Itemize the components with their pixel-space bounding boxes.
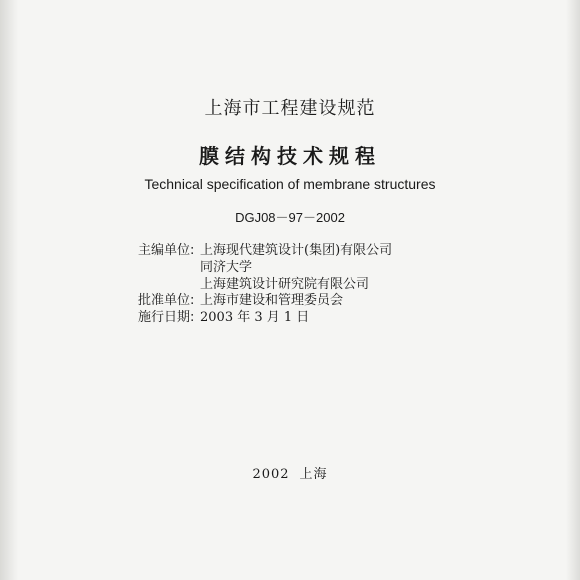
approval-unit: 上海市建设和管理委员会	[200, 293, 344, 308]
effective-date-row	[138, 309, 309, 326]
chief-editor-label: 主编单位:	[138, 243, 195, 258]
chief-editor-row-3	[200, 276, 369, 293]
scan-shadow-left	[0, 0, 18, 580]
scan-shadow-right	[566, 0, 580, 580]
chief-editor-unit-2: 同济大学	[200, 260, 253, 275]
effective-date-label: 施行日期:	[138, 310, 195, 325]
series-title: 上海市工程建设规范	[204, 98, 376, 119]
chief-editor-row-2	[200, 259, 252, 276]
chief-editor-unit-1: 上海现代建筑设计(集团)有限公司	[200, 243, 393, 258]
approval-label: 批准单位:	[138, 293, 195, 308]
chief-editor-row	[138, 242, 392, 259]
publication-footer	[0, 463, 580, 482]
document-title-en: Technical specification of membrane structures	[144, 176, 436, 192]
publication-year: 2002	[252, 467, 290, 482]
approval-row	[138, 292, 343, 309]
document-title-cn: 膜结构技术规程	[199, 144, 381, 168]
chief-editor-unit-3: 上海建筑设计研究院有限公司	[200, 277, 370, 292]
publication-city: 上海	[299, 467, 328, 482]
effective-date: 2003 年 3 月 1 日	[200, 310, 310, 325]
standard-code: DGJ08－97－2002	[235, 210, 345, 225]
